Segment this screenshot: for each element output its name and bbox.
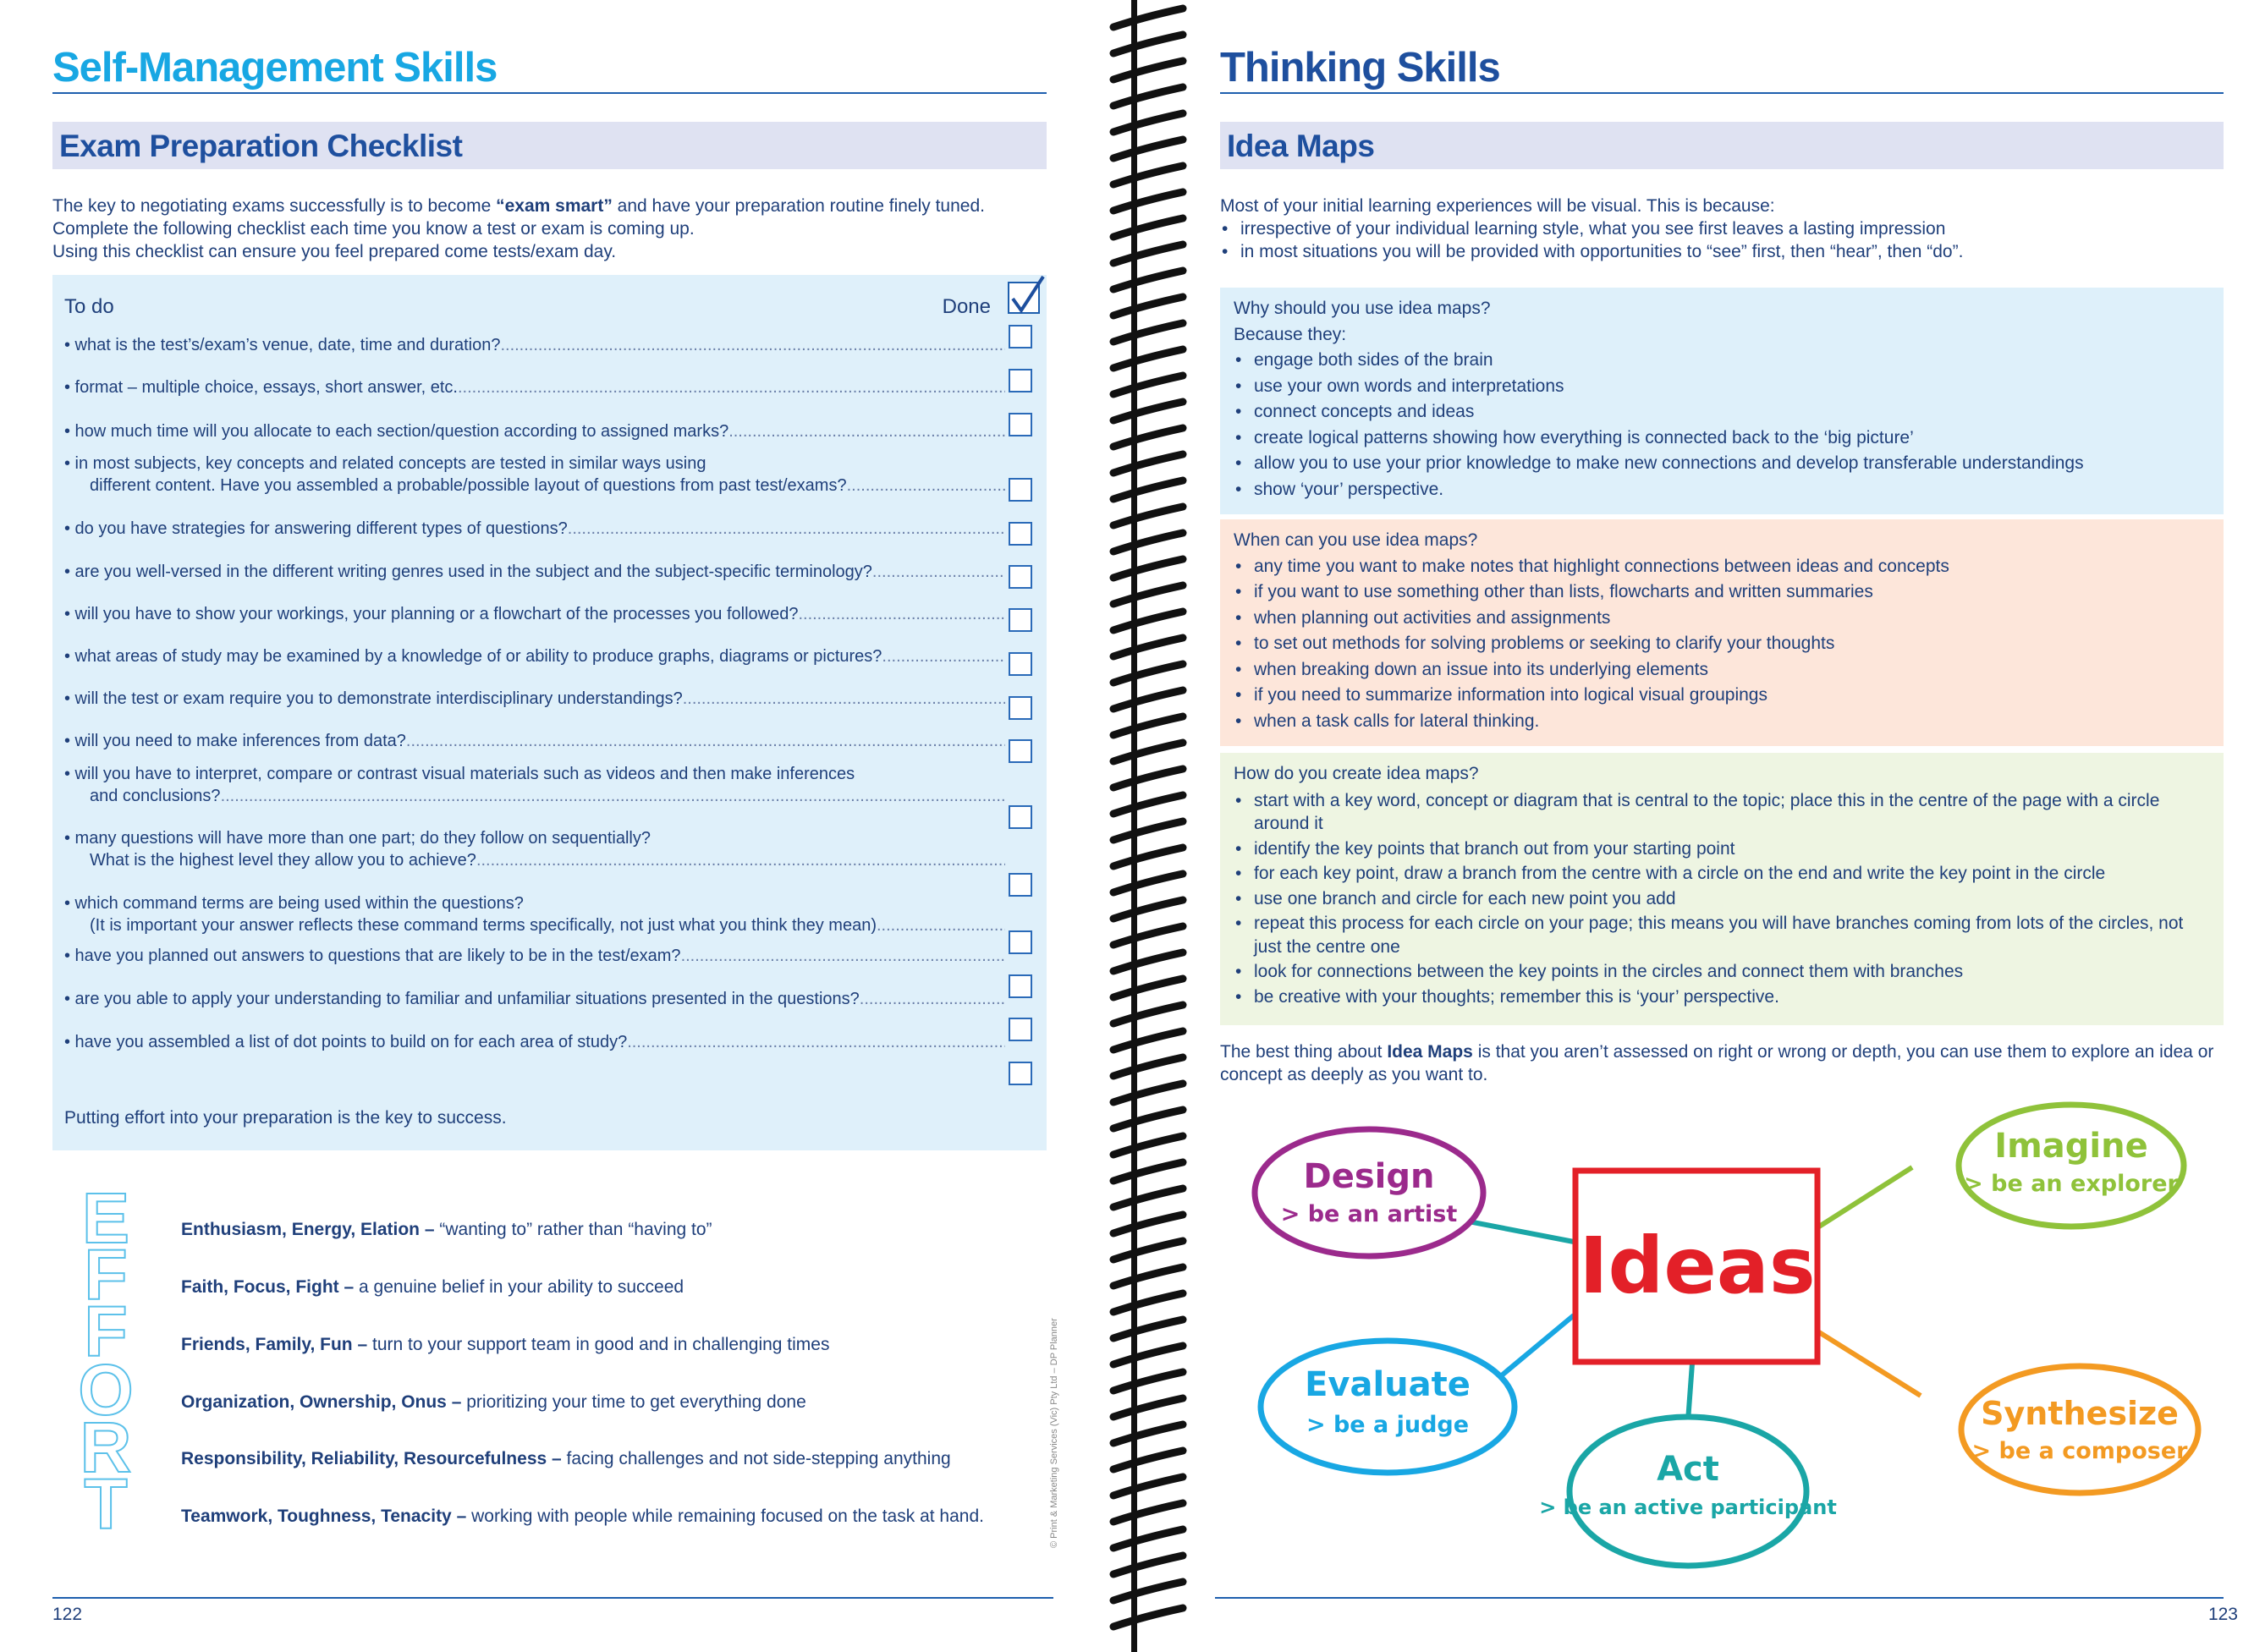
leader-dots	[872, 561, 1005, 583]
spiral-coil	[1113, 1215, 1183, 1233]
right-page	[1193, 0, 2265, 1652]
spiral-coil	[1113, 192, 1183, 211]
checklist-item-text: • format – multiple choice, essays, short answer, etc.	[64, 378, 458, 397]
checklist-item	[64, 730, 1005, 752]
spiral-coil	[1113, 428, 1183, 447]
spiral-coil	[1113, 8, 1183, 27]
spiral-coil	[1113, 1372, 1183, 1391]
bullet-item: • repeat this process for each circle on your page; this means you will have branches coming from lots of the circles, not just the centre one	[1234, 912, 2210, 958]
spiral-coil	[1113, 507, 1183, 525]
done-checkbox[interactable]	[1009, 1018, 1032, 1041]
checklist-item	[64, 645, 1005, 667]
effort-keywords: Enthusiasm, Energy, Elation –	[181, 1220, 435, 1239]
checklist-item	[64, 561, 1005, 583]
effort-description: facing challenges and not side-stepping anything	[561, 1449, 951, 1468]
leader-dots	[681, 945, 1005, 967]
why-lead: Because they:	[1234, 324, 1347, 344]
bullet-item: • show ‘your’ perspective.	[1234, 477, 2210, 503]
when-heading: When can you use idea maps?	[1234, 530, 1478, 550]
node-imagine-title: Imagine	[1994, 1127, 2148, 1166]
leader-dots	[221, 785, 1005, 807]
node-act-sub: > be an active participant	[1539, 1496, 1837, 1519]
done-checkbox[interactable]	[1009, 325, 1032, 349]
spiral-coil	[1113, 874, 1183, 892]
spiral-coil	[1113, 1005, 1183, 1024]
leader-dots	[798, 603, 1005, 625]
spiral-coil	[1113, 1424, 1183, 1443]
done-header: Done	[942, 295, 991, 318]
intro-emphasis: “exam smart”	[496, 196, 613, 216]
done-checkbox[interactable]	[1009, 369, 1032, 392]
spiral-coil	[1113, 1136, 1183, 1155]
effort-keywords: Responsibility, Reliability, Resourcefulness –	[181, 1449, 562, 1468]
bullet-item: • allow you to use your prior knowledge to make new connections and develop transferable understandings	[1234, 451, 2210, 477]
section-bar	[1220, 122, 2224, 169]
spiral-coil	[1113, 1477, 1183, 1496]
done-checkbox[interactable]	[1009, 478, 1032, 502]
spiral-coil	[1113, 1188, 1183, 1207]
page-number: 123	[2207, 1605, 2238, 1624]
node-evaluate-sub: > be a judge	[1306, 1412, 1470, 1438]
spiral-coil	[1113, 769, 1183, 788]
spiral-coil	[1113, 1608, 1183, 1627]
bullet-item: • any time you want to make notes that highlight connections between ideas and concepts	[1234, 554, 2210, 580]
title-rule	[52, 92, 1047, 94]
node-synthesize-sub: > be a composer	[1971, 1438, 2188, 1464]
checklist-item	[64, 518, 1005, 540]
leader-dots	[500, 334, 1005, 356]
spiral-coil	[1113, 533, 1183, 552]
checklist-item	[64, 763, 1005, 807]
intro-line-1c: and have your preparation routine finely tuned.	[612, 196, 985, 216]
connector-evaluate	[1498, 1315, 1574, 1379]
effort-description: prioritizing your time to get everything done	[461, 1392, 806, 1412]
page-title: Thinking Skills	[1220, 45, 1500, 91]
leader-dots	[683, 688, 1005, 710]
copyright-text: © Print & Marketing Services (Vic) Pty Ltd – DP Planner	[1049, 1318, 1059, 1548]
effort-keywords: Organization, Ownership, Onus –	[181, 1392, 462, 1412]
leader-dots	[406, 730, 1005, 752]
done-checkbox[interactable]	[1009, 413, 1032, 436]
leader-dots	[882, 645, 1005, 667]
effort-line	[181, 1220, 712, 1240]
checklist-item	[64, 688, 1005, 710]
spiral-coil	[1113, 297, 1183, 316]
spiral-coil	[1113, 271, 1183, 289]
spiral-coil	[1113, 166, 1183, 184]
spiral-coil	[1113, 218, 1183, 237]
bullet-item: • use your own words and interpretations	[1234, 374, 2210, 400]
spiral-coil	[1113, 1110, 1183, 1128]
checklist-item	[64, 988, 1005, 1010]
todo-header: To do	[64, 295, 114, 318]
checklist-item-text: • will you have to show your workings, your planning or a flowchart of the processes you followed?	[64, 605, 799, 623]
bullet-item: • when planning out activities and assignments	[1234, 606, 2210, 632]
effort-keywords: Faith, Focus, Fight –	[181, 1277, 355, 1297]
intro-line-1a: The key to negotiating exams successfully is to become	[52, 196, 497, 216]
spiral-coil	[1113, 795, 1183, 814]
spiral-coil	[1113, 376, 1183, 394]
spiral-coil	[1113, 1162, 1183, 1181]
page-title: Self-Management Skills	[52, 45, 498, 91]
bullet-item: • when breaking down an issue into its underlying elements	[1234, 657, 2210, 683]
checklist-item-text: • are you able to apply your understanding to familiar and unfamiliar situations presented in the questions?	[64, 990, 860, 1008]
effort-keywords: Teamwork, Toughness, Tenacity –	[181, 1507, 467, 1526]
checklist-item-text: • what is the test’s/exam’s venue, date, time and duration?	[64, 336, 501, 354]
leader-dots	[568, 518, 1005, 540]
spiral-coil	[1113, 35, 1183, 53]
done-checkbox[interactable]	[1009, 696, 1032, 720]
done-checkbox[interactable]	[1009, 565, 1032, 589]
checklist-item	[64, 376, 1005, 398]
closing-c: is that you aren’t assessed on right or wrong or depth, you can use them to explore an idea or concept as deeply as you want to.	[1220, 1042, 2214, 1084]
closing-bold: Idea Maps	[1387, 1042, 1473, 1062]
spiral-coil	[1113, 113, 1183, 132]
node-imagine-sub: > be an explorer	[1964, 1171, 2179, 1197]
leader-dots	[627, 1031, 1005, 1053]
intro-bullet: • irrespective of your individual learning style, what you see first leaves a lasting impression	[1220, 217, 2224, 240]
done-checkbox[interactable]	[1009, 1062, 1032, 1085]
effort-line	[181, 1507, 984, 1527]
checklist-item-text: and conclusions?	[90, 787, 221, 805]
spiral-coil	[1113, 1503, 1183, 1522]
spiral-coil	[1113, 926, 1183, 945]
idea-map-diagram	[1193, 1100, 2265, 1607]
effort-line	[181, 1392, 806, 1413]
node-design-sub: > be an artist	[1280, 1201, 1458, 1227]
why-box	[1220, 288, 2224, 514]
done-checkbox[interactable]	[1009, 930, 1032, 954]
leader-dots	[458, 376, 1005, 398]
footer-rule	[52, 1597, 1053, 1599]
spiral-coil	[1113, 1582, 1183, 1600]
footer-rule	[1215, 1597, 2224, 1599]
bullet-item: • identify the key points that branch out from your starting point	[1234, 837, 2210, 861]
spiral-coil	[1113, 87, 1183, 106]
intro-text	[52, 195, 1051, 263]
done-checkbox[interactable]	[1009, 652, 1032, 676]
checklist-item-text: • have you assembled a list of dot points to build on for each area of study?	[64, 1033, 628, 1051]
bullet-item: • engage both sides of the brain	[1234, 348, 2210, 374]
spiral-coil	[1113, 612, 1183, 630]
spiral-coil	[1113, 454, 1183, 473]
spiral-coil	[1113, 1529, 1183, 1548]
effort-line	[181, 1449, 951, 1469]
bullet-item: • be creative with your thoughts; remember this is ‘your’ perspective.	[1234, 985, 2210, 1009]
effort-description: “wanting to” rather than “having to”	[434, 1220, 712, 1239]
checklist-item-text: What is the highest level they allow you to achieve?	[90, 851, 476, 870]
effort-letter: R	[80, 1408, 132, 1487]
bullet-item: • to set out methods for solving problems or seeking to clarify your thoughts	[1234, 631, 2210, 657]
effort-description: working with people while remaining focused on the task at hand.	[466, 1507, 984, 1526]
effort-line	[181, 1335, 829, 1355]
spiral-coil	[1113, 349, 1183, 368]
intro-line: Most of your initial learning experiences will be visual. This is because:	[1220, 196, 1775, 216]
spiral-binding	[1108, 0, 1193, 1652]
checklist-item-text: (It is important your answer reflects these command terms specifically, not just what you think they mean)	[90, 916, 877, 935]
spiral-coil	[1113, 952, 1183, 971]
checklist-item-text: • many questions will have more than one part; do they follow on sequentially?	[64, 829, 651, 848]
done-checkbox[interactable]	[1009, 522, 1032, 546]
spiral-coil	[1113, 821, 1183, 840]
spiral-coil	[1113, 638, 1183, 656]
node-evaluate-title: Evaluate	[1305, 1365, 1471, 1404]
checklist-item-text: • do you have strategies for answering different types of questions?	[64, 519, 568, 538]
leader-dots	[860, 988, 1005, 1010]
done-checkbox[interactable]	[1009, 739, 1032, 763]
leader-dots	[728, 420, 1005, 442]
spiral-coil	[1113, 402, 1183, 420]
checklist-item	[64, 334, 1005, 356]
node-imagine	[1959, 1105, 2184, 1227]
effort-line	[181, 1277, 684, 1298]
spiral-coil	[1113, 979, 1183, 997]
checklist-item	[64, 945, 1005, 967]
closing-text	[1220, 1040, 2224, 1086]
done-checkbox[interactable]	[1009, 608, 1032, 632]
spiral-coil	[1113, 323, 1183, 342]
spiral-coil	[1113, 1451, 1183, 1469]
effort-letter: E	[81, 1178, 130, 1258]
spiral-coil	[1113, 1556, 1183, 1574]
checklist-item-text: • which command terms are being used within the questions?	[64, 894, 524, 913]
section-title: Idea Maps	[1227, 129, 1375, 163]
effort-description: turn to your support team in good and in challenging times	[367, 1335, 830, 1354]
leader-dots	[476, 849, 1005, 871]
connector-act	[1688, 1364, 1692, 1421]
leader-dots	[847, 475, 1005, 497]
bullet-item: • if you want to use something other than lists, flowcharts and written summaries	[1234, 579, 2210, 606]
bullet-item: • when a task calls for lateral thinking.	[1234, 709, 2210, 735]
spiral-coil	[1113, 900, 1183, 919]
checklist-item-text: • how much time will you allocate to each section/question according to assigned marks?	[64, 422, 729, 441]
center-label: Ideas	[1579, 1221, 1816, 1311]
exam-checklist	[52, 275, 1047, 1150]
checklist-item-text: different content. Have you assembled a probable/possible layout of questions from past test/exams?	[90, 476, 847, 495]
leader-dots	[877, 914, 1005, 936]
done-checkbox[interactable]	[1009, 805, 1032, 829]
effort-letter: F	[84, 1292, 128, 1371]
done-checkbox[interactable]	[1009, 873, 1032, 897]
intro-bullet: • in most situations you will be provided with opportunities to “see” first, then “hear”, then “do”.	[1220, 240, 2224, 263]
effort-letter: F	[84, 1235, 128, 1314]
done-checkbox[interactable]	[1009, 974, 1032, 998]
spiral-coil	[1113, 1031, 1183, 1050]
spiral-coil	[1113, 743, 1183, 761]
bullet-item: • if you need to summarize information into logical visual groupings	[1234, 683, 2210, 709]
checklist-item	[64, 453, 1005, 497]
title-rule	[1220, 92, 2224, 94]
spiral-coil	[1113, 61, 1183, 80]
spiral-coil	[1113, 559, 1183, 578]
effort-letter: T	[84, 1464, 128, 1544]
closing-a: The best thing about	[1220, 1042, 1388, 1062]
spiral-coil	[1113, 664, 1183, 683]
spiral-coil	[1113, 1398, 1183, 1417]
bullet-item: • connect concepts and ideas	[1234, 399, 2210, 425]
bullet-item: • use one branch and circle for each new point you add	[1234, 887, 2210, 911]
node-evaluate	[1261, 1341, 1515, 1473]
spiral-coil	[1113, 244, 1183, 263]
spiral-coil	[1113, 690, 1183, 709]
spiral-coil	[1113, 1346, 1183, 1364]
done-check-icon	[1008, 282, 1040, 314]
intro-text	[1220, 195, 2224, 263]
section-title: Exam Preparation Checklist	[59, 129, 463, 163]
intro-line-2: Complete the following checklist each time you know a test or exam is coming up.	[52, 219, 695, 239]
connector-imagine	[1819, 1167, 1912, 1227]
bullet-item: • look for connections between the key points in the circles and connect them with branches	[1234, 960, 2210, 984]
checklist-item-text: • will the test or exam require you to demonstrate interdisciplinary understandings?	[64, 689, 683, 708]
how-box	[1220, 753, 2224, 1025]
checklist-item	[64, 420, 1005, 442]
spiral-coil	[1113, 480, 1183, 499]
connector-synthesize	[1819, 1332, 1921, 1396]
checklist-item-text: • have you planned out answers to questions that are likely to be in the test/exam?	[64, 947, 681, 965]
bullet-item: • for each key point, draw a branch from the centre with a circle on the end and write the key point in the circle	[1234, 862, 2210, 886]
spiral-coil	[1113, 140, 1183, 158]
how-heading: How do you create idea maps?	[1234, 764, 1479, 783]
checklist-item-text: • are you well-versed in the different writing genres used in the subject and the subject-specific terminology?	[64, 563, 872, 581]
why-heading: Why should you use idea maps?	[1234, 299, 1491, 318]
checklist-item-text: • will you have to interpret, compare or contrast visual materials such as videos and then make inferences	[64, 765, 855, 783]
spiral-coil	[1113, 848, 1183, 866]
bullet-item: • create logical patterns showing how everything is connected back to the ‘big picture’	[1234, 425, 2210, 452]
page-number: 122	[52, 1605, 83, 1624]
spiral-coil	[1113, 1293, 1183, 1312]
node-act	[1570, 1417, 1806, 1566]
node-synthesize-title: Synthesize	[1981, 1395, 2179, 1432]
spiral-coil	[1113, 716, 1183, 735]
spiral-coil	[1113, 1241, 1183, 1260]
left-page	[0, 0, 1108, 1652]
node-design-title: Design	[1303, 1157, 1435, 1196]
checklist-item-text: • in most subjects, key concepts and related concepts are tested in similar ways using	[64, 454, 706, 473]
checklist-item	[64, 827, 1005, 871]
spiral-coil	[1113, 1084, 1183, 1102]
effort-keywords: Friends, Family, Fun –	[181, 1335, 368, 1354]
effort-letter: O	[78, 1350, 134, 1430]
spiral-coil	[1113, 1267, 1183, 1286]
effort-description: a genuine belief in your ability to succeed	[354, 1277, 684, 1297]
spiral-coil	[1113, 1320, 1183, 1338]
checklist-item-text: • what areas of study may be examined by a knowledge of or ability to produce graphs, diagrams or pictures?	[64, 647, 882, 666]
section-bar	[52, 122, 1047, 169]
spiral-coil	[1113, 585, 1183, 604]
checklist-item	[64, 603, 1005, 625]
checklist-item	[64, 1031, 1005, 1053]
checklist-item	[64, 892, 1005, 936]
node-act-title: Act	[1657, 1450, 1719, 1489]
spiral-coil	[1113, 1057, 1183, 1076]
intro-line-3: Using this checklist can ensure you feel prepared come tests/exam day.	[52, 242, 617, 261]
bullet-item: • start with a key word, concept or diagram that is central to the topic; place this in the centre of the page with a circle around it	[1234, 789, 2210, 836]
checklist-item-text: • will you need to make inferences from data?	[64, 732, 406, 750]
checklist-footer: Putting effort into your preparation is the key to success.	[64, 1108, 507, 1128]
when-box	[1220, 519, 2224, 746]
